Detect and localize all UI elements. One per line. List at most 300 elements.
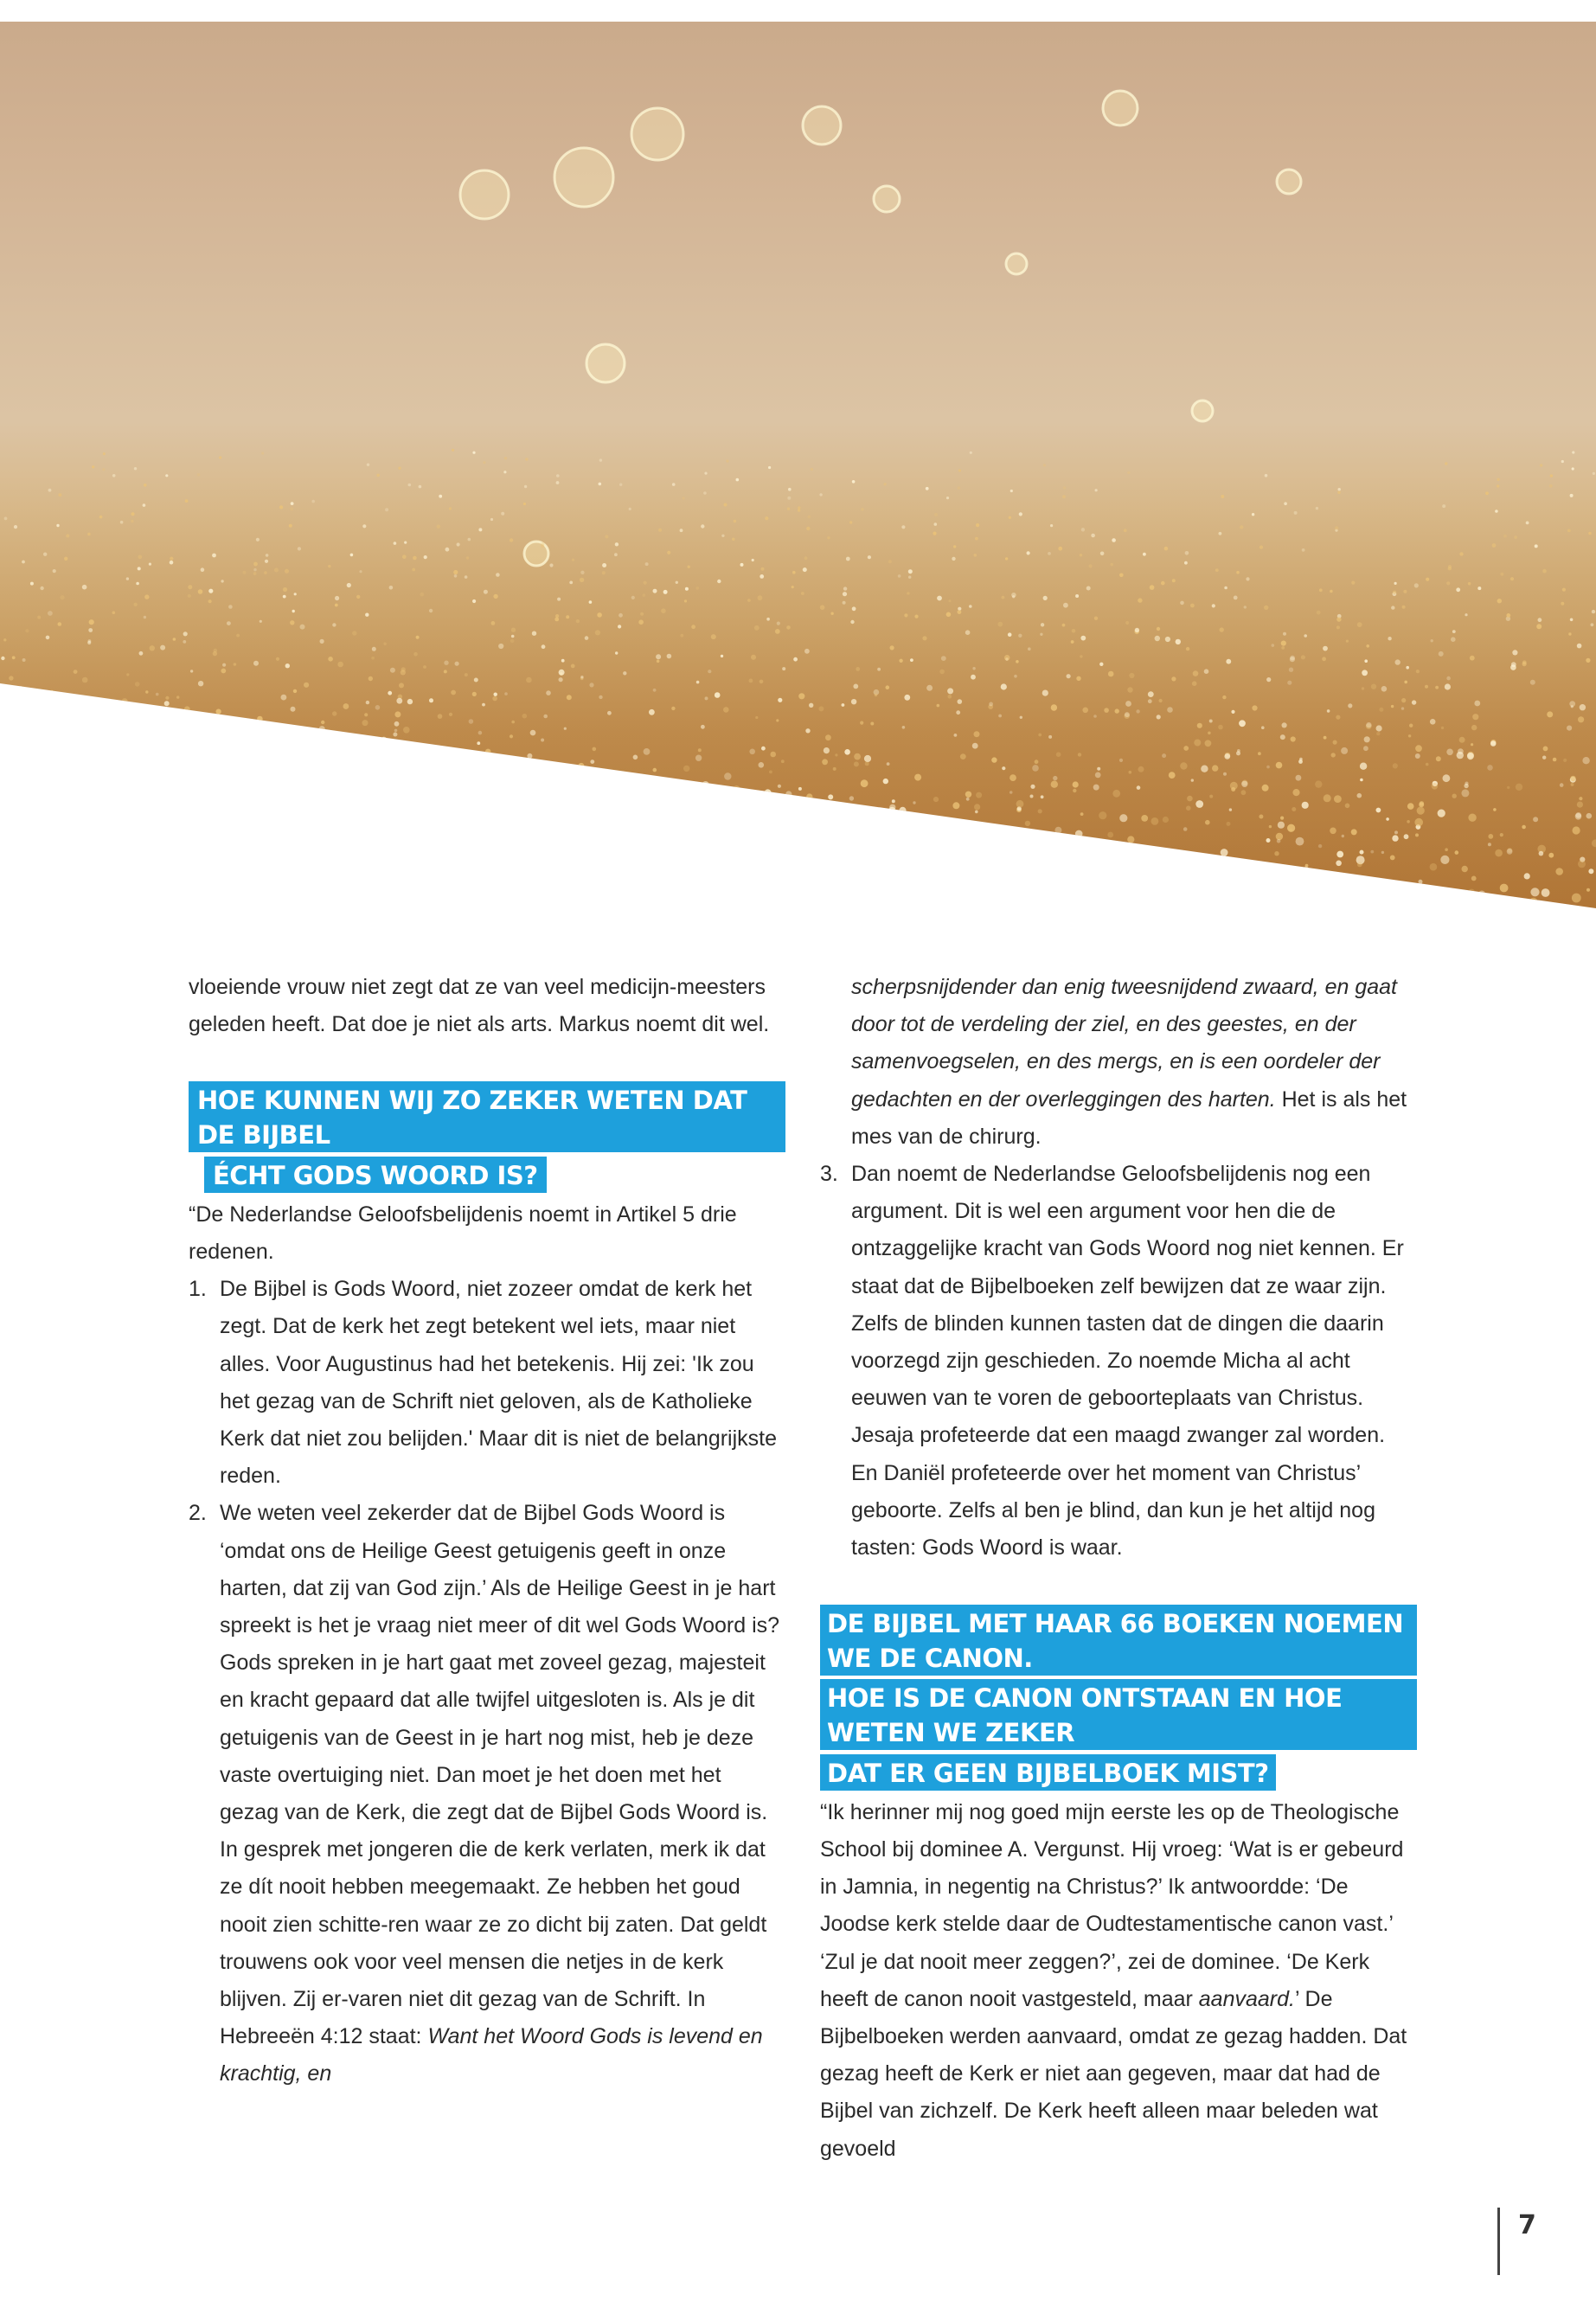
glitter-sparkle [899,659,902,663]
glitter-sparkle [827,536,830,539]
glitter-sparkle [966,798,970,801]
glitter-sparkle [1351,581,1355,585]
glitter-sparkle [680,529,683,532]
glitter-sparkle [1148,691,1154,697]
glitter-sparkle [1503,535,1507,538]
glitter-sparkle [1467,753,1474,760]
glitter-sparkle [1269,825,1272,828]
glitter-sparkle [274,568,279,573]
glitter-sparkle [1296,775,1302,781]
glitter-sparkle [473,897,480,904]
glitter-sparkle [495,891,503,900]
glitter-sparkle [37,616,41,619]
glitter-sparkle [830,612,833,615]
glitter-sparkle [457,542,460,546]
glitter-sparkle [1187,796,1193,802]
glitter-sparkle [6,841,14,849]
glitter-sparkle [441,773,444,776]
glitter-sparkle [523,503,526,505]
glitter-sparkle [188,594,191,598]
glitter-sparkle [328,812,334,818]
glitter-sparkle [253,562,258,567]
glitter-sparkle [1497,478,1499,481]
glitter-sparkle [528,891,533,896]
glitter-sparkle [1063,486,1066,489]
glitter-sparkle [1062,858,1067,863]
glitter-sparkle [1163,817,1169,823]
glitter-sparkle [87,736,90,740]
glitter-sparkle [1006,875,1012,881]
glitter-sparkle [1516,784,1522,791]
glitter-sparkle [566,615,569,619]
glitter-sparkle [1208,732,1211,735]
glitter-sparkle [693,905,702,914]
glitter-sparkle [776,719,779,721]
glitter-sparkle [1533,817,1538,822]
glitter-sparkle [841,844,848,851]
glitter-sparkle [1112,790,1120,798]
glitter-sparkle [226,856,233,863]
list-item [189,1495,785,2093]
glitter-sparkle [300,793,304,798]
glitter-sparkle [150,645,155,651]
glitter-sparkle [236,865,240,869]
glitter-sparkle [3,638,6,641]
glitter-sparkle [550,891,554,894]
glitter-sparkle [435,803,441,809]
glitter-sparkle [1138,598,1142,602]
glitter-sparkle [1592,610,1595,613]
glitter-sparkle [1001,683,1007,689]
glitter-sparkle [465,819,471,826]
glitter-sparkle [477,741,480,745]
glitter-sparkle [449,859,453,863]
glitter-sparkle [1370,850,1374,854]
glitter-sparkle [1290,656,1295,661]
glitter-sparkle [691,625,695,629]
glitter-sparkle [135,682,140,687]
glitter-sparkle [73,833,77,837]
glitter-sparkle [778,698,782,702]
glitter-sparkle [1570,776,1575,781]
glitter-sparkle [139,800,146,807]
list-item-text: De Bijbel is Gods Woord, niet zozeer omdat de kerk het zegt. Dat de kerk het zegt betekent wel iets, maar niet alles. Voor Augustinus had het betekenis. Hij zei: 'Ik zou het gezag van de Schrift niet geloven, als de Katholieke Kerk dat niet zou belijden.' Maar dit is niet de belangrijkste reden. [220,1277,778,1489]
glitter-sparkle [80,769,87,776]
glitter-sparkle [564,727,567,730]
glitter-sparkle [883,779,888,784]
bokeh-light [1192,401,1213,421]
glitter-sparkle [1016,876,1022,883]
glitter-sparkle [2,795,10,803]
glitter-sparkle [1394,830,1398,834]
glitter-sparkle [201,810,208,817]
glitter-sparkle [143,503,146,507]
glitter-sparkle [1185,551,1189,555]
glitter-sparkle [718,825,722,830]
glitter-sparkle [958,699,963,704]
glitter-sparkle [1530,680,1535,685]
glitter-sparkle [1542,888,1550,897]
glitter-sparkle [1226,882,1234,890]
glitter-sparkle [972,743,978,749]
glitter-sparkle [983,883,990,890]
glitter-sparkle [902,862,907,867]
glitter-sparkle [1125,701,1131,707]
glitter-sparkle [602,824,607,829]
glitter-sparkle [385,508,388,511]
glitter-sparkle [1555,868,1563,875]
glitter-sparkle [792,882,799,889]
glitter-sparkle [724,503,727,507]
list-number: 3. [820,1162,838,1187]
page-number-divider [1497,2208,1500,2275]
glitter-sparkle [462,897,470,905]
glitter-sparkle [431,772,433,774]
glitter-sparkle [131,873,134,876]
glitter-sparkle [671,707,675,710]
glitter-sparkle [1062,495,1066,498]
glitter-sparkle [658,788,666,796]
glitter-sparkle [580,571,584,574]
glitter-sparkle [431,901,437,907]
glitter-sparkle [777,622,780,625]
glitter-sparkle [625,812,630,817]
glitter-sparkle [94,818,102,826]
glitter-sparkle [1010,490,1013,492]
glitter-sparkle [818,706,824,711]
glitter-sparkle [1445,683,1451,689]
glitter-sparkle [778,785,781,788]
glitter-sparkle [260,620,262,623]
glitter-sparkle [511,628,516,632]
glitter-sparkle [975,811,978,814]
glitter-sparkle [154,838,162,846]
glitter-sparkle [593,747,597,752]
glitter-sparkle [1419,880,1423,884]
glitter-sparkle [786,625,791,630]
glitter-sparkle [370,751,373,753]
glitter-sparkle [144,594,149,599]
glitter-sparkle [369,754,374,759]
glitter-sparkle [1567,529,1571,533]
glitter-sparkle [952,802,959,809]
glitter-sparkle [22,561,25,564]
glitter-sparkle [1215,568,1219,572]
glitter-sparkle [56,524,59,527]
glitter-sparkle [276,740,279,743]
glitter-sparkle [567,833,574,840]
glitter-sparkle [1080,636,1086,641]
glitter-sparkle [998,715,1002,718]
glitter-sparkle [717,580,721,583]
glitter-sparkle [1430,863,1438,871]
glitter-sparkle [870,722,874,726]
glitter-sparkle [716,912,720,915]
glitter-sparkle [1402,606,1406,609]
glitter-sparkle [561,818,566,824]
glitter-sparkle [578,780,581,784]
glitter-sparkle [1169,772,1176,779]
glitter-sparkle [623,671,626,675]
glitter-sparkle [1125,712,1130,717]
glitter-sparkle [914,615,918,619]
scripture-quote: Want het Woord Gods is levend en krachtig, en [220,2024,763,2086]
glitter-sparkle [1570,494,1574,497]
glitter-sparkle [1157,715,1161,719]
glitter-sparkle [1108,671,1114,677]
glitter-sparkle [965,860,972,867]
glitter-sparkle [954,734,958,737]
glitter-sparkle [981,828,987,834]
glitter-sparkle [625,805,631,812]
glitter-sparkle [483,834,490,842]
glitter-sparkle [656,886,662,892]
glitter-sparkle [1395,659,1401,664]
glitter-sparkle [71,764,76,769]
glitter-sparkle [864,755,871,762]
glitter-sparkle [444,670,447,673]
glitter-sparkle [404,542,407,544]
glitter-sparkle [1030,795,1034,798]
glitter-sparkle [1497,484,1499,487]
glitter-sparkle [1461,789,1469,797]
glitter-sparkle [1588,868,1593,874]
glitter-sparkle [1148,699,1152,703]
glitter-sparkle [1241,790,1247,795]
glitter-sparkle [517,890,523,896]
glitter-sparkle [900,807,907,814]
glitter-sparkle [846,557,850,561]
glitter-sparkle [593,870,601,879]
glitter-sparkle [1360,763,1367,770]
glitter-sparkle [1177,862,1183,868]
glitter-sparkle [1404,681,1407,684]
glitter-sparkle [1266,677,1271,682]
glitter-sparkle [554,618,559,622]
glitter-sparkle [541,542,544,546]
glitter-sparkle [1568,632,1571,635]
glitter-sparkle [501,512,504,516]
glitter-sparkle [1227,822,1231,826]
glitter-sparkle [64,557,67,561]
glitter-sparkle [1353,876,1361,884]
glitter-sparkle [524,485,527,488]
glitter-sparkle [557,898,566,907]
glitter-sparkle [394,729,398,733]
glitter-sparkle [325,833,330,838]
glitter-sparkle [50,690,53,693]
glitter-sparkle [381,737,388,744]
glitter-sparkle [958,607,961,611]
glitter-sparkle [3,727,7,731]
glitter-sparkle [227,621,231,625]
glitter-sparkle [1082,854,1090,862]
glitter-sparkle [1446,749,1453,756]
glitter-sparkle [1176,639,1181,644]
glitter-sparkle [1413,904,1420,912]
glitter-sparkle [1571,705,1574,708]
glitter-sparkle [1071,640,1074,644]
glitter-sparkle [1252,705,1257,710]
glitter-sparkle [1302,548,1305,552]
glitter-sparkle [787,497,791,500]
glitter-sparkle [213,651,217,656]
glitter-sparkle [995,882,999,887]
glitter-sparkle [1131,889,1137,895]
glitter-sparkle [1431,639,1433,642]
glitter-sparkle [1471,876,1477,881]
glitter-sparkle [380,819,387,826]
glitter-sparkle [801,592,804,595]
glitter-sparkle [615,542,619,546]
glitter-sparkle [319,726,325,732]
glitter-sparkle [133,702,136,705]
glitter-sparkle [696,883,705,892]
glitter-sparkle [792,571,796,574]
glitter-sparkle [701,725,705,729]
glitter-sparkle [363,784,370,791]
glitter-sparkle [1366,644,1369,648]
glitter-sparkle [722,800,726,804]
glitter-sparkle [231,907,234,910]
glitter-sparkle [283,587,287,592]
glitter-sparkle [72,835,77,840]
glitter-sparkle [639,781,644,786]
glitter-sparkle [653,589,657,593]
glitter-sparkle [1197,723,1202,728]
glitter-sparkle [852,606,856,611]
glitter-sparkle [1183,894,1188,898]
glitter-sparkle [809,858,812,862]
glitter-sparkle [97,865,106,874]
glitter-sparkle [1258,752,1261,755]
glitter-sparkle [230,753,237,760]
glitter-sparkle [1170,905,1176,911]
glitter-sparkle [367,768,372,773]
glitter-sparkle [1201,766,1208,772]
glitter-sparkle [234,663,237,666]
glitter-sparkle [371,657,375,660]
glitter-sparkle [1466,891,1476,901]
glitter-sparkle [965,878,969,882]
glitter-sparkle [854,761,859,766]
glitter-sparkle [1390,856,1395,861]
glitter-sparkle [1512,650,1517,655]
glitter-sparkle [773,809,778,813]
glitter-sparkle [656,654,661,659]
glitter-sparkle [775,629,780,634]
glitter-sparkle [1051,704,1057,710]
glitter-sparkle [483,908,490,915]
glitter-sparkle [788,488,792,491]
glitter-sparkle [736,478,740,482]
glitter-sparkle [569,581,573,585]
glitter-sparkle [290,620,294,625]
glitter-sparkle [612,832,615,835]
glitter-sparkle [402,554,407,559]
glitter-sparkle [136,906,139,909]
glitter-sparkle [1231,710,1234,714]
glitter-sparkle [1386,817,1389,821]
glitter-sparkle [1376,808,1381,813]
glitter-sparkle [264,824,269,830]
glitter-sparkle [1530,888,1539,896]
glitter-sparkle [389,586,394,590]
glitter-sparkle [599,901,606,908]
glitter-sparkle [1468,889,1475,896]
glitter-sparkle [1041,623,1044,626]
glitter-sparkle [46,636,50,640]
glitter-sparkle [131,512,134,516]
glitter-sparkle [490,518,493,521]
glitter-sparkle [451,840,458,847]
glitter-sparkle [221,750,227,756]
glitter-sparkle [1236,751,1240,755]
glitter-sparkle [1324,794,1331,802]
glitter-sparkle [474,678,478,683]
right-column [820,969,1417,2168]
body-paragraph [820,1794,1417,2168]
glitter-sparkle [4,517,8,521]
glitter-sparkle [147,824,153,830]
glitter-sparkle [733,785,740,792]
glitter-sparkle [1151,817,1159,825]
glitter-sparkle [1094,844,1102,852]
glitter-sparkle [595,630,600,635]
glitter-sparkle [680,634,683,638]
glitter-sparkle [842,703,845,707]
glitter-sparkle [948,695,952,699]
glitter-sparkle [824,818,830,824]
glitter-sparkle [106,885,112,892]
glitter-sparkle [1165,637,1170,642]
glitter-sparkle [589,600,593,604]
glitter-sparkle [1509,901,1514,906]
glitter-sparkle [1284,502,1287,505]
glitter-sparkle [1084,851,1090,857]
glitter-sparkle [289,524,292,528]
glitter-sparkle [72,762,76,766]
glitter-sparkle [96,740,100,745]
glitter-sparkle [663,590,668,594]
glitter-sparkle [493,594,497,599]
glitter-sparkle [135,907,139,911]
glitter-sparkle [1338,488,1341,490]
glitter-sparkle [228,605,233,609]
glitter-sparkle [513,856,518,861]
glitter-sparkle [747,841,753,846]
glitter-sparkle [412,568,415,572]
glitter-sparkle [1165,864,1173,872]
list-item-text: We weten veel zekerder dat de Bijbel Gods Woord is ‘omdat ons de Heilige Geest getuigenis geeft in onze harten, dat zij van God zijn.’ Als de Heilige Geest in je hart spreekt is het je vraag niet meer of dit wel Gods Woord is? Gods spreken in je hart gaat met zoveel gezag, majesteit en kracht gepaard dat alle twijfel uitgesloten is. Als je dit getuigenis van de Geest in je hart nog mist, heb je deze vaste overtuiging niet. Dan moet je het doen met het gezag van de Kerk, die zegt dat de Bijbel Gods Woord is. In gesprek met jongeren die de kerk verlaten, merk ik dat ze dít nooit hebben meegemaakt. Ze hebben het goud nooit zien schitte-ren waar ze zo dicht bij zaten. Dat geldt trouwens ook voor veel mensen die netjes in de kerk blijven. Zij er-varen niet dit gezag van de Schrift. In Hebreeën 4:12 staat: [220,1501,780,2049]
glitter-sparkle [541,739,544,742]
glitter-sparkle [493,781,497,785]
glitter-sparkle [38,694,42,698]
glitter-sparkle [1010,774,1016,781]
glitter-sparkle [869,877,874,881]
glitter-sparkle [1281,646,1285,650]
glitter-sparkle [257,716,263,722]
glitter-sparkle [446,871,452,877]
glitter-sparkle [359,570,362,573]
glitter-sparkle [1226,659,1231,664]
glitter-sparkle [589,771,593,774]
glitter-sparkle [556,474,560,478]
glitter-sparkle [1468,582,1471,586]
glitter-sparkle [420,826,428,834]
glitter-sparkle [761,567,765,571]
body-text: “Ik herinner mij nog goed mijn eerste les op de Theologische School bij dominee A. Vergunst. Hij vroeg: ‘Wat is er gebeurd in Jamnia, in negentig na Christus?’ Ik antwoordde: ‘De Joodse kerk stelde daar de Oudtestamentische canon vast.’ ‘Zul je dat nooit meer zeggen?’, zei de dominee. ‘De Kerk heeft de canon nooit vastgesteld, maar [820,1799,1404,2011]
